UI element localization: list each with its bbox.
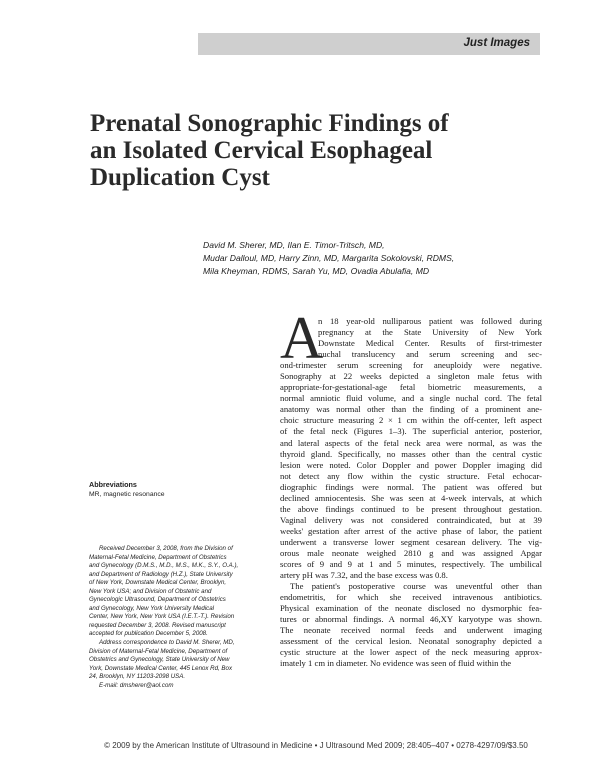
abbreviations-box <box>89 480 259 500</box>
body-line: choic structure measuring 2 × 1 cm within the off-center, left aspect <box>280 415 542 426</box>
received-line: of New York, Downstate Medical Center, Brooklyn, <box>89 579 227 587</box>
article-body <box>280 305 542 670</box>
body-line: The patient's postoperative course was uneventful other than <box>290 581 542 592</box>
body-line: appropriate-for-gestational-age fetal biometric measurements, a <box>280 382 542 393</box>
author-line: Mudar Dalloul, MD, Harry Zinn, MD, Margarita Sokolovski, RDMS, <box>203 253 455 263</box>
body-line: Physical examination of the neonate disclosed no dysmorphic fea- <box>280 603 542 614</box>
body-line: the above findings continued to be present throughout gestation. <box>280 503 542 514</box>
abbreviation-item: MR, magnetic resonance <box>89 491 165 498</box>
received-line: Maternal-Fetal Medicine, Department of Obstetrics <box>89 553 227 561</box>
body-line: ond-trimester serum screening for aneuploidy were negative. <box>280 360 542 371</box>
body-line: assessment of the cervical lesion. Neonatal sonography depicted a <box>280 636 542 647</box>
body-line: normal amniotic fluid volume, and a single nuchal cord. The fetal <box>280 393 542 404</box>
body-line: endometritis, for which she received intravenous antibiotics. <box>280 592 542 603</box>
correspondence-line: Address correspondence to David M. Sherer, MD, <box>99 639 235 647</box>
received-line: New York USA; and Division of Obstetric and <box>89 587 212 595</box>
body-line: n 18 year-old nulliparous patient was followed during <box>318 316 542 326</box>
received-line: Center, New York, New York USA (I.E.T.-T.). Revision <box>89 613 235 621</box>
author-list <box>203 239 533 278</box>
received-line: requested December 3, 2008. Revised manuscript <box>89 621 226 629</box>
received-line: Gynecologic Ultrasound, Department of Obstetrics <box>89 596 226 604</box>
body-line: lesion were noted. Color Doppler and power Doppler imaging did <box>280 459 542 470</box>
received-note <box>89 545 269 690</box>
body-line: declined amniocentesis. She was seen at 4-week intervals, at which <box>280 492 542 503</box>
body-line: nuchal translucency and serum screening and sec- <box>318 349 542 360</box>
title-line: Duplication Cyst <box>90 164 270 191</box>
body-line: diographic findings were normal. The patient was offered but <box>280 481 542 492</box>
email-line: E-mail: dmsherer@aol.com <box>99 681 174 689</box>
received-line: Received December 3, 2008, from the Division of <box>99 545 233 552</box>
section-header-bar <box>198 33 540 55</box>
body-line: Downstate Medical Center. Results of first-trimester <box>318 338 542 349</box>
body-line: orous male neonate weighed 2810 g and was assigned Apgar <box>280 547 542 558</box>
received-line: accepted for publication December 5, 2008. <box>89 630 208 638</box>
body-line: and lateral aspects of the fetal neck area were normal, as was the <box>280 437 542 448</box>
received-line: and Gynecology, New York University Medical <box>89 604 215 612</box>
correspondence-line: Division of Maternal-Fetal Medicine, Department of <box>89 647 228 655</box>
author-line: Mila Kheyman, RDMS, Sarah Yu, MD, Ovadia Abulafia, MD <box>203 266 430 276</box>
body-line: Vaginal delivery was not considered contraindicated, but at 39 <box>280 514 542 525</box>
abbreviations-heading: Abbreviations <box>89 480 137 489</box>
body-line: cystic structure at the lower aspect of the neck measuring approx- <box>280 647 542 658</box>
section-label: Just Images <box>463 37 530 49</box>
body-line: pregnancy at the State University of New York <box>318 327 542 338</box>
correspondence-line: York, Downstate Medical Center, 445 Lenox Rd, Box <box>89 664 233 672</box>
body-line: thyroid gland. Specifically, no masses other than the central cystic <box>280 448 542 459</box>
body-line: tures or abnormal findings. A normal 46,XY karyotype was shown. <box>280 614 542 625</box>
received-line: and Gynecology (D.M.S., M.D., M.S., M.K., S.Y., O.A.), <box>89 562 239 570</box>
body-line: scores of 9 and 9 at 1 and 5 minutes, respectively. The umbilical <box>280 559 542 570</box>
title-line: an Isolated Cervical Esophageal <box>90 137 433 164</box>
author-line: David M. Sherer, MD, Ilan E. Timor-Tritsch, MD, <box>203 240 385 250</box>
received-line: and Department of Radiology (H.Z.), State University <box>89 570 233 578</box>
body-line: artery pH was 7.32, and the base excess was 0.8. <box>280 570 448 581</box>
body-line: weeks' gestation after arrest of the active phase of labor, the patient <box>280 525 542 536</box>
drop-cap: A <box>280 305 324 371</box>
body-line: not detect any flow within the cystic structure. Fetal echocar- <box>280 470 542 481</box>
body-line: Sonography at 22 weeks depicted a singleton male fetus with <box>280 371 542 382</box>
body-line: anatomy was normal other than the finding of a prominent ane- <box>280 404 542 415</box>
footer-copyright: © 2009 by the American Institute of Ultrasound in Medicine • J Ultrasound Med 2009; 28:405–407 • 0278-4297/09/$3.50 <box>104 741 528 750</box>
body-line: The neonate received normal feeds and underwent imaging <box>280 625 542 636</box>
body-line: imately 1 cm in diameter. No evidence was seen of fluid within the <box>280 658 512 669</box>
title-line: Prenatal Sonographic Findings of <box>90 110 449 137</box>
correspondence-line: Obstetrics and Gynecology, State University of New <box>89 656 230 664</box>
correspondence-line: 24, Brooklyn, NY 11203-2098 USA. <box>89 673 186 681</box>
article-title <box>90 110 510 191</box>
body-line: of the fetal neck (Figures 1–3). The superficial anterior, posterior, <box>280 426 542 437</box>
body-line: underwent a transverse lower segment cesarean delivery. The vig- <box>280 536 542 547</box>
